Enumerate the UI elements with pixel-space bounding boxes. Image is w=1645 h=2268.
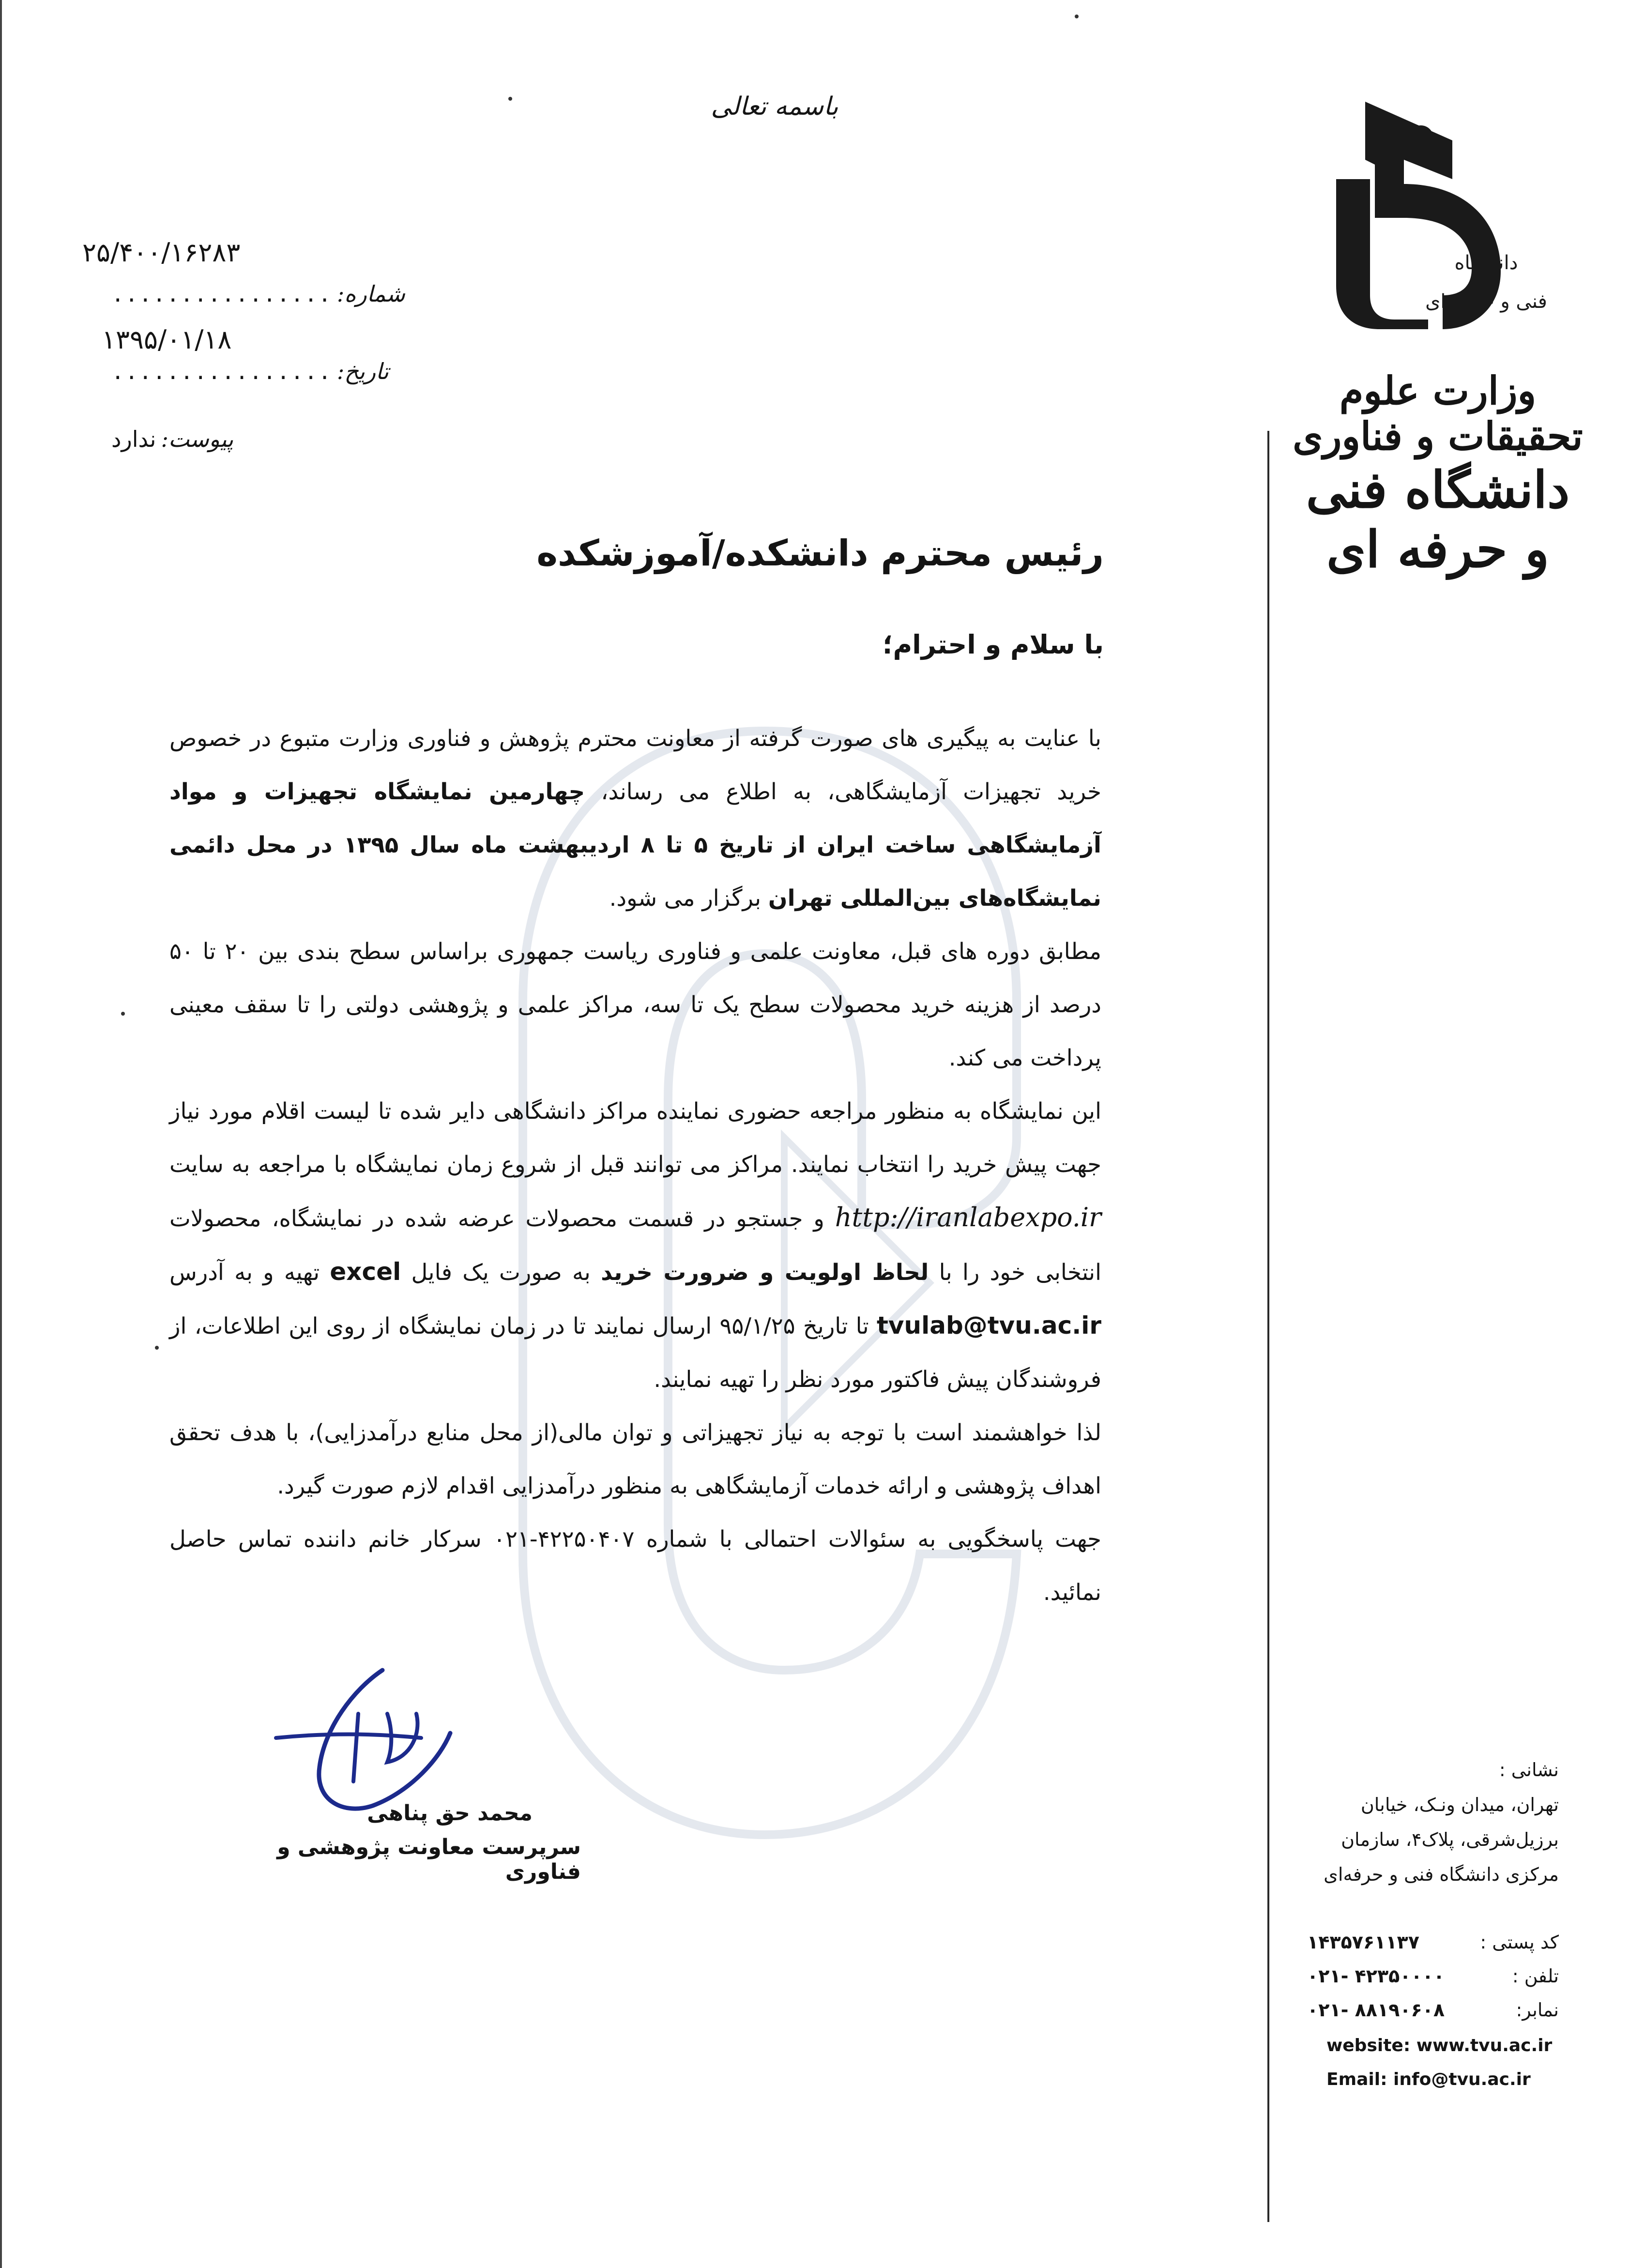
paragraph-text: تهیه و به آدرس <box>169 1259 330 1285</box>
postal-code-row <box>1307 1932 1559 1953</box>
website-text[interactable]: website: www.tvu.ac.ir <box>1326 2036 1553 2055</box>
phone-row <box>1307 1965 1559 1987</box>
letter-body <box>169 712 1101 1619</box>
postal-code-value: ۱۴۳۵۷۶۱۱۳۷ <box>1307 1932 1419 1953</box>
postal-code-label: کد پستی : <box>1480 1932 1559 1953</box>
letter-attachment-label: پیوست: <box>161 426 234 452</box>
paragraph-contact: جهت پاسخگویی به سئوالات احتمالی با شماره ۴۲۲۵۰۴۰۷-۰۲۱ سرکار خانم داننده تماس حاصل نمائید. <box>169 1526 1101 1605</box>
letter-number-field <box>111 281 405 307</box>
paragraph-text: با عنایت به پیگیری های صورت گرفته از معاونت محترم پژوهش و فناوری وزارت متبوع در خصوص خرید تجهیزات آزمایشگاهی، به اطلاع می رساند، <box>169 725 1102 805</box>
letter-number-dots: ................ <box>111 282 332 307</box>
address-line: برزیل‌شرقی، پلاک۴، سازمان <box>1341 1829 1559 1850</box>
lab-email-link[interactable]: tvulab@tvu.ac.ir <box>876 1311 1101 1339</box>
letter-attachment-value: ندارد <box>111 426 156 452</box>
paragraph-text: به صورت یک فایل <box>401 1259 601 1285</box>
letter-recipient-title: رئیس محترم دانشکده/آموزشکده <box>536 533 1104 574</box>
letter-date-value: ۱۳۹۵/۰۱/۱۸ <box>102 324 232 355</box>
excel-label: excel <box>330 1258 401 1286</box>
page-left-edge <box>0 0 2 2268</box>
university-name: دانشگاه فنی و حرفه ای <box>1306 460 1570 579</box>
letter-greeting: با سلام و احترام؛ <box>883 629 1104 660</box>
paragraph-text: تا تاریخ ۹۵/۱/۲۵ ارسال نمایند تا در زمان نمایشگاه از روی این اطلاعات، از فروشندگان پیش فاکتور مورد نظر را تهیه نمایند. <box>169 1313 1101 1392</box>
phone-label: تلفن : <box>1512 1965 1559 1987</box>
paragraph-request: لذا خواهشمند است با توجه به نیاز تجهیزاتی و توان مالی(از محل منابع درآمدزایی)، با هدف تحقق اهداف پژوهشی و ارائه خدمات آزمایشگاهی به منظور درآمدزایی اقدام لازم صورت گیرد. <box>169 1419 1101 1499</box>
phone-value: ۰۲۱- ۴۲۳۵۰۰۰۰ <box>1307 1965 1445 1987</box>
expo-website-link[interactable]: http://iranlabexpo.ir <box>835 1202 1101 1233</box>
address-line: تهران، میدان ونـک، خیابان <box>1360 1794 1559 1815</box>
sidebar-divider <box>1267 479 1269 2222</box>
letter-number-label: شماره: <box>336 281 405 307</box>
paragraph-text: این نمایشگاه به منظور مراجعه حضوری نماینده مراکز دانشگاهی دایر شده تا لیست اقلام مورد نیاز جهت پیش خرید را انتخاب نمایند. مراکز می توانند قبل از شروع زمان نمایشگاه با مراجعه به سایت <box>169 1098 1101 1177</box>
address-block <box>1307 1752 1559 1892</box>
ministry-name: وزارت علوم تحقیقات و فناوری <box>1293 368 1583 459</box>
email-text[interactable]: Email: info@tvu.ac.ir <box>1326 2070 1531 2089</box>
address-label: نشانی : <box>1499 1759 1559 1781</box>
scan-speck <box>155 1346 159 1350</box>
exhibition-highlight: چهارمین نمایشگاه تجهیزات و مواد آزمایشگاهی ساخت ایران از تاریخ ۵ تا ۸ اردیبهشت ماه سال ۱۳۹۵ در محل دائمی نمایشگاه‌های بین‌المللی تهران <box>169 778 1101 911</box>
letter-number-value: ۲۵/۴۰۰/۱۶۲۸۳ <box>82 237 241 268</box>
scan-speck <box>1075 15 1079 18</box>
letter-date-field <box>111 358 389 384</box>
scan-speck <box>508 97 512 101</box>
fax-value: ۰۲۱- ۸۸۱۹۰۶۰۸ <box>1307 1999 1445 2021</box>
paragraph-text: برگزار می شود. <box>609 885 768 911</box>
signer-name: محمد حق پناهی <box>367 1801 533 1826</box>
letter-attachment-field <box>111 426 233 452</box>
scan-speck <box>121 1012 125 1016</box>
paragraph-procedure <box>169 1084 1101 1406</box>
priority-highlight: لحاظ اولویت و ضرورت خرید <box>601 1259 929 1285</box>
logo-caption-technical: فنی و حرفه ای <box>1425 290 1547 313</box>
address-line: مرکزی دانشگاه فنی و حرفه‌ای <box>1324 1864 1559 1885</box>
letter-date-label: تاریخ: <box>336 358 389 384</box>
logo-caption-university: دانشگاه <box>1454 252 1518 274</box>
signer-title: سرپرست معاونت پژوهشی و فناوری <box>277 1835 581 1884</box>
paragraph-exhibition <box>169 712 1101 925</box>
fax-row <box>1307 1999 1559 2021</box>
paragraph-text: و جستجو در قسمت محصولات عرضه شده در نمایشگاه، محصولات انتخابی خود را با <box>169 1205 1102 1285</box>
paragraph-subsidy: مطابق دوره های قبل، معاونت علمی و فناوری ریاست جمهوری براساس سطح بندی بین ۲۰ تا ۵۰ درصد از هزینه خرید محصولات سطح یک تا سه، مراکز علمی و پژوهشی دولتی را تا سقف معینی پرداخت می کند. <box>169 938 1102 1071</box>
basmeh-heading: باسمه تعالی <box>711 92 838 121</box>
fax-label: نمابر: <box>1516 1999 1559 2021</box>
letter-date-dots: ................ <box>111 360 332 384</box>
